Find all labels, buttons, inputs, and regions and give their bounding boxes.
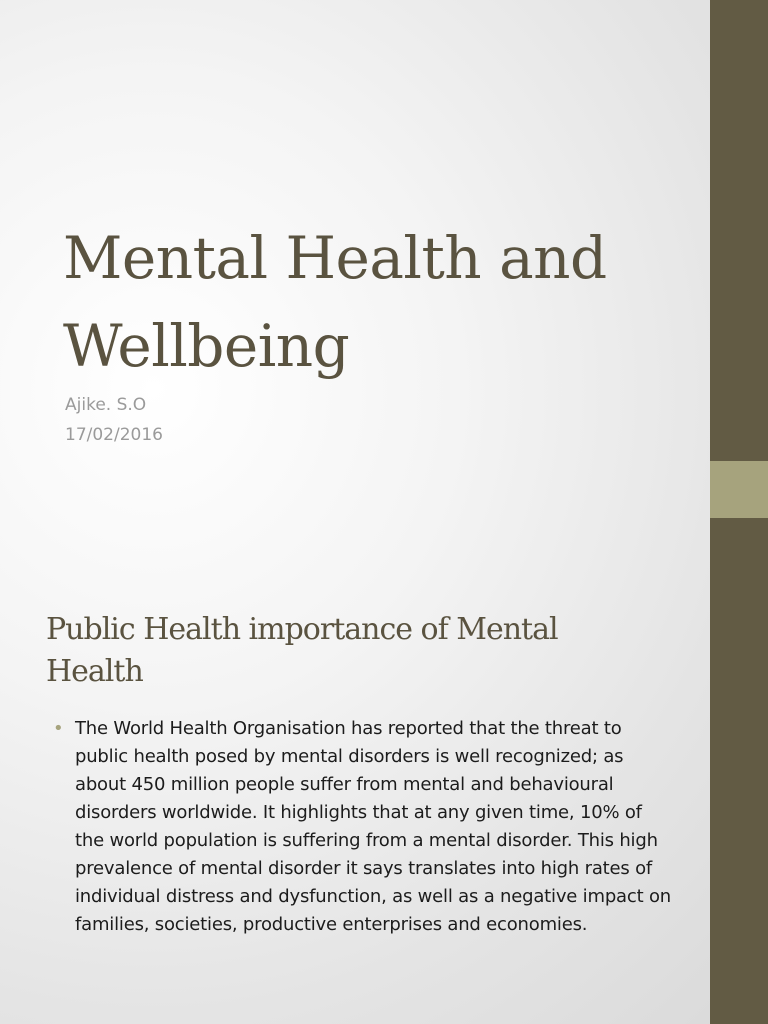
bullet-item bbox=[52, 715, 672, 939]
author-name: Ajike. S.O bbox=[65, 395, 147, 415]
sidebar-accent-block bbox=[710, 461, 768, 518]
bullet-dot-icon: • bbox=[53, 718, 64, 739]
slide-subtitle bbox=[65, 390, 163, 450]
slide-title: Mental Health and Wellbeing bbox=[63, 224, 607, 380]
section-heading: Public Health importance of Mental Health bbox=[46, 612, 558, 689]
bullet-text: The World Health Organisation has reported that the threat to public health posed by mental disorders is well recognized; as about 450 million people suffer from mental and behavioural disorders worldwide. It highlights that at any given time, 10% of the world population is suffering from a mental disorder. This high prevalence of mental disorder it says translates into high rates of individual distress and dysfunction, as well as a negative impact on families, societies, productive enterprises and economies. bbox=[75, 718, 671, 935]
bullet-list bbox=[52, 715, 672, 939]
presentation-date: 17/02/2016 bbox=[65, 425, 163, 445]
